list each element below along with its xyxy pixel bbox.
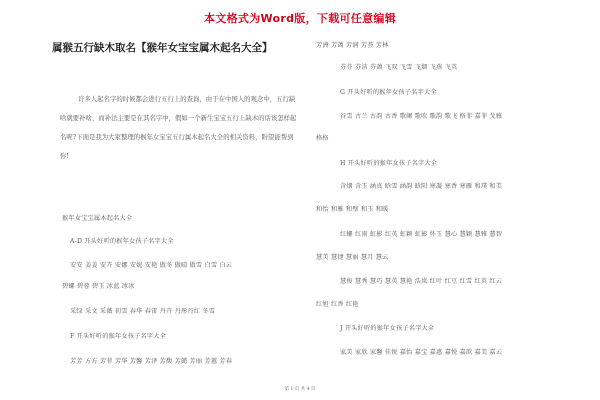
name-list-line: 含烟 含玉 涵真 晗雪 涵韵 晗阳 寒凝 寒香 寒雁 和璞 和美 [340,183,503,190]
name-list-line: 谷雪 古兰 古韵 古香 歌阑 歌吹 歌韵 歌飞 格菲 嘉菲 戈雅 [340,113,503,120]
name-list-line: 慧俊 慧秀 慧巧 慧英 慧艳 浩岚 红叶 红豆 红雪 红英 红云 [340,278,503,285]
subsection-heading-f: F 开头好听的猴年女孩子名字大全 [70,333,167,340]
name-list-line: 家美 家欣 家馨 佳悦 嘉怡 嘉宝 嘉惠 嘉悦 嘉歆 嘉美 嘉云 [340,349,503,356]
name-list-line: 芳芳 方方 芳菲 芳华 芳馨 芳泽 芳馥 芳懿 芳丽 芳蕙 芳春 [70,358,233,365]
subsection-heading-a-d: A-D 开头好听的猴年女孩子名字大全 [70,238,174,245]
subsection-heading-h: H 开头好听的猴年女孩子名字大全 [340,160,438,167]
name-list-line: 慧美 慧捷 慧丽 慧月 慧云 [316,254,389,261]
subsection-heading-j: J 开头好听的猴年女孩子名字大全 [340,325,435,332]
download-banner[interactable]: 本文格式为Word版，下载可任意编辑 [204,12,396,25]
subsection-heading-g: G 开头好听的猴年女孩子名字大全 [340,89,437,96]
name-list-line: 安安 姜姜 安卉 安娜 安妮 安艳 傲冬 傲晴 傲雪 白雪 白云 [70,262,233,269]
name-list-line: 红旭 红香 红艳 [316,301,359,308]
name-list-line: 格格 [316,135,329,142]
intro-paragraph: 许多人起名字的时候都会进行五行上的查询，由于在中国人的观念中，五行缺啥就要补啥，而补法主要是在其名字中，假如一个新生宝宝五行上缺木的话该怎样起名呢?下面是我为大家整理的猴年女宝宝五行属木起名大全的相关资料，盼望能帮到你! [60,95,297,160]
page-footer: 第 1 页 共 4 页 [284,387,316,392]
name-list-line: 采绿 采文 采薇 初雪 春华 春雷 丹卉 丹彤丹红 冬雪 [70,308,216,315]
name-list-line: 红螺 红雨 虹影 红英 虹颖 虹影 怀玉 慧心 慧颖 慧雅 慧智 [340,231,503,238]
section-heading: 猴年女宝宝属木起名大全 [62,215,133,222]
document-title: 属猴五行缺木取名【猴年女宝宝属木起名大全】 [52,42,273,54]
name-list-line: 和怡 和雅 和璧 和玉 和暖 [316,206,389,213]
name-list-line: 芳洲 芳蔼 芳润 芳荟 芳林 [316,42,389,49]
name-list-line: 碧螺 碧蓉 碧玉 冰蓝 冰冰 [62,283,135,290]
name-list-line: 芬芬 芬洁 芬蔼 飞双 飞雪 飞烟 飞燕 飞英 [340,64,458,71]
